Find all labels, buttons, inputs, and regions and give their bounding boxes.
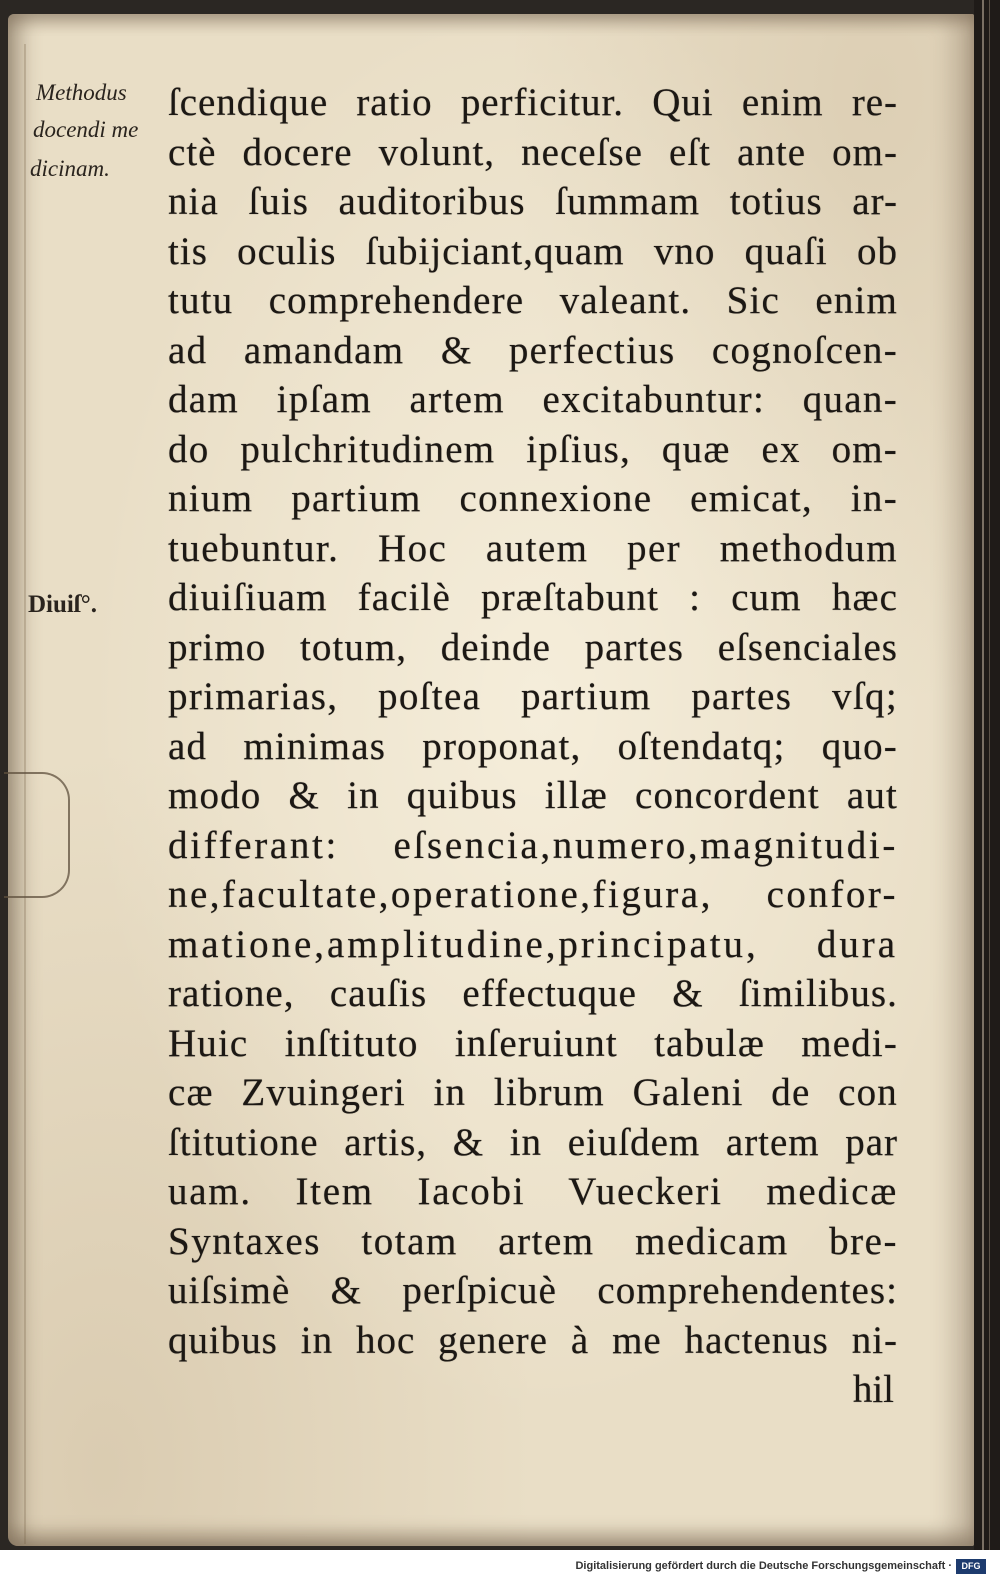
- clasp-outline: [4, 772, 70, 898]
- page-edges: [974, 0, 1000, 1550]
- text-line: diuiſiuam facilè præſtabunt : cum hæc: [168, 576, 898, 619]
- text-line: ne,facultate,operatione,figura, confor-: [168, 873, 898, 916]
- text-line: dam ipſam artem excitabuntur: quan-: [168, 378, 898, 421]
- text-line: ratione, cauſis effectuque & ſimilibus.: [168, 972, 898, 1015]
- text-line: do pulchritudinem ipſius, quæ ex om-: [168, 427, 898, 471]
- dfg-logo: DFG: [956, 1559, 986, 1574]
- margin-note-line: docendi me: [33, 117, 139, 142]
- footer-text: Digitalisierung gefördert durch die Deutsche Forschungsgemeinschaft ·: [575, 1560, 952, 1572]
- text-line: tis oculis ſubijciant,quam vno quaſi ob: [168, 229, 898, 273]
- text-line: uiſsimè & perſpicuè comprehendentes:: [168, 1269, 898, 1312]
- margin-note-line: dicinam.: [30, 156, 110, 181]
- text-line: uam. Item Iacobi Vueckeri medicæ: [168, 1170, 898, 1213]
- text-line: tuebuntur. Hoc autem per methodum: [168, 526, 898, 570]
- catchword: hil: [852, 1368, 894, 1411]
- margin-note-divisio: Diuiſ°.: [28, 591, 98, 618]
- text-line: ctè docere volunt, neceſse eſt ante om-: [168, 130, 898, 174]
- text-line: cæ Zvuingeri in librum Galeni de con: [168, 1071, 898, 1114]
- text-line: ſcendique ratio perficitur. Qui enim re-: [168, 81, 898, 124]
- text-line: differant: eſsencia,numero,magnitudi-: [168, 823, 898, 867]
- text-line: ſtitutione artis, & in eiuſdem artem par: [168, 1120, 898, 1164]
- text-line: nium partium connexione emicat, in-: [168, 477, 898, 520]
- text-line: ad minimas proponat, oſtendatq; quo-: [168, 724, 898, 768]
- text-line: nia ſuis auditoribus ſummam totius ar-: [168, 180, 898, 223]
- main-text-block: [168, 78, 908, 1415]
- text-line: quibus in hoc genere à me hactenus ni-: [168, 1318, 898, 1362]
- text-line: primarias, poſtea partium partes vſq;: [168, 675, 898, 718]
- text-line: ad amandam & perfectius cognoſcen-: [168, 328, 898, 372]
- text-line: Huic inſtituto inſeruiunt tabulæ medi-: [168, 1021, 898, 1065]
- text-line: tutu comprehendere valeant. Sic enim: [168, 279, 898, 322]
- text-line: primo totum, deinde partes eſsenciales: [168, 625, 898, 669]
- footer: [0, 1550, 1000, 1584]
- text-line: Syntaxes totam artem medicam bre-: [168, 1219, 898, 1263]
- text-line: modo & in quibus illæ concordent aut: [168, 774, 898, 817]
- margin-note-line: Methodus: [36, 80, 127, 105]
- text-line: matione,amplitudine,principatu, dura: [168, 922, 898, 966]
